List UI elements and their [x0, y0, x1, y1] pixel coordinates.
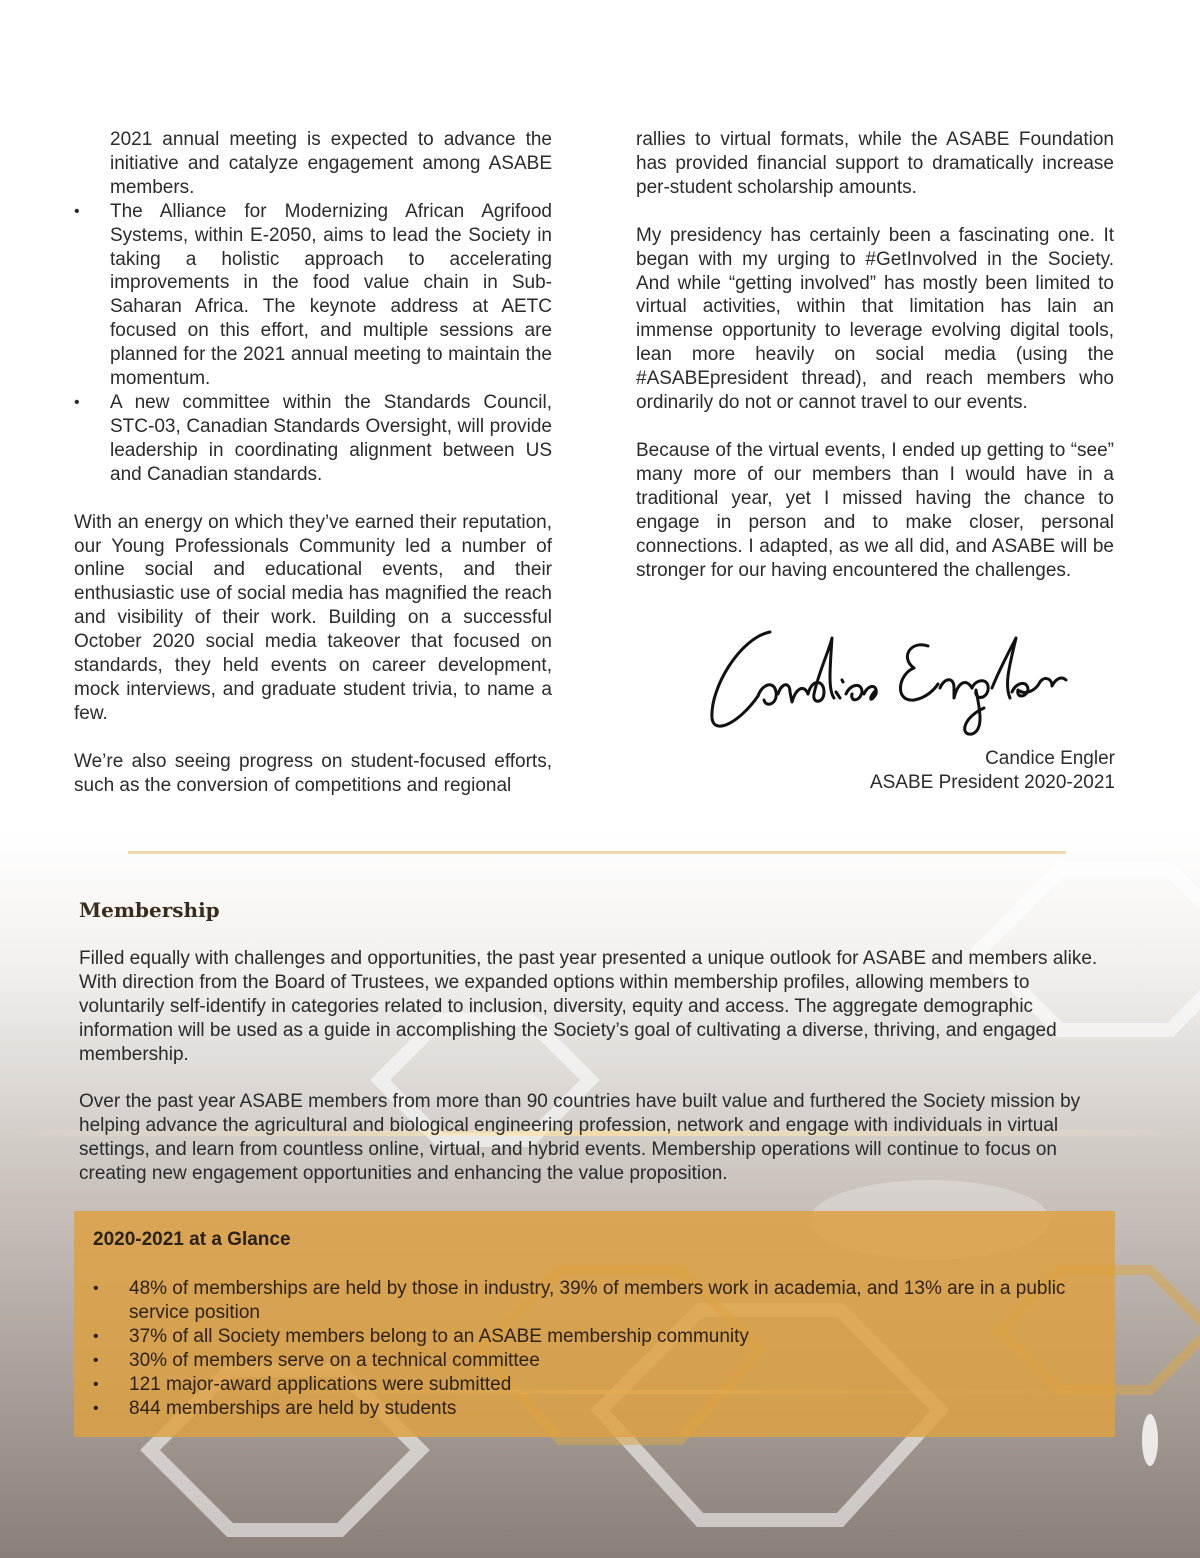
- signatory-name: Candice Engler: [985, 748, 1115, 769]
- signatory-title: ASABE President 2020-2021: [869, 772, 1115, 793]
- list-item: • 844 memberships are held by students: [93, 1397, 1103, 1421]
- right-text-column: [636, 128, 1114, 582]
- membership-heading: Membership: [79, 898, 220, 922]
- hexagon-background-art: [0, 830, 1200, 1558]
- presidency-paragraph: My presidency has certainly been a fascinating one. It began with my urging to #GetInvolved in the Society. And while “getting involved” has mostly been limited to virtual activities, within that limitation has lain an immense opportunity to leverage evolving digital tools, lean more heavily on social media (using the #ASABEpresident thread), and reach members who ordinarily do not or cannot travel to our events.: [636, 224, 1114, 414]
- list-item: • The Alliance for Modernizing African Agrifood Systems, within E-2050, aims to lead the Society in taking a holistic approach to accelerating improvements in the food value chain in Sub-Saharan Africa. The keynote address at AETC focused on this effort, and multiple sessions are planned for the 2021 annual meeting to maintain the momentum.: [74, 200, 552, 391]
- at-a-glance-list: [93, 1277, 1103, 1420]
- left-text-column: [74, 128, 552, 798]
- list-item: • A new committee within the Standards Council, STC-03, Canadian Standards Oversight, will provide leadership in coordinating alignment between US and Canadian standards.: [74, 391, 552, 487]
- at-a-glance-box: [74, 1211, 1115, 1437]
- right-continuation-text: rallies to virtual formats, while the ASABE Foundation has provided financial support to dramatically increase per-student scholarship amounts.: [636, 129, 1114, 198]
- section-divider: [128, 851, 1066, 854]
- list-item: • 37% of all Society members belong to an ASABE membership community: [93, 1325, 1103, 1349]
- student-efforts-paragraph: We’re also seeing progress on student-focused efforts, such as the conversion of competitions and regional: [74, 750, 552, 796]
- list-item: • 30% of members serve on a technical committee: [93, 1349, 1103, 1373]
- list-item: • 121 major-award applications were submitted: [93, 1373, 1103, 1397]
- at-a-glance-heading: 2020-2021 at a Glance: [93, 1229, 291, 1250]
- initiatives-list: [74, 200, 552, 487]
- young-professionals-paragraph: With an energy on which they’ve earned their reputation, our Young Professionals Community led a number of online social and educational events, and their enthusiastic use of social media has magnified the reach and visibility of their work. Building on a successful October 2020 social media takeover that focused on standards, they held events on career development, mock interviews, and graduate student trivia, to name a few.: [74, 511, 552, 724]
- list-item: • 48% of memberships are held by those in industry, 39% of members work in academia, and 13% are in a public service position: [93, 1277, 1103, 1325]
- left-continuation-text: 2021 annual meeting is expected to advance the initiative and catalyze engagement among ASABE members.: [110, 129, 552, 198]
- membership-paragraph-1: Filled equally with challenges and opportunities, the past year presented a unique outlook for ASABE and members alike. With direction from the Board of Trustees, we expanded options within membership profiles, allowing members to voluntarily self-identify in categories related to inclusion, diversity, equity and access. The aggregate demographic information will be used as a guide in accomplishing the Society’s goal of cultivating a diverse, thriving, and engaged membership.: [79, 948, 1098, 1065]
- signatory-block: [870, 747, 1115, 795]
- handwritten-signature: [700, 618, 1120, 738]
- membership-paragraph-2: Over the past year ASABE members from more than 90 countries have built value and furthered the Society mission by helping advance the agricultural and biological engineering profession, network and engage with individuals in virtual settings, and learn from countless online, virtual, and hybrid events. Membership operations will continue to focus on creating new engagement opportunities and enhancing the value proposition.: [79, 1091, 1081, 1184]
- virtual-events-paragraph: Because of the virtual events, I ended up getting to “see” many more of our members than I would have in a traditional year, yet I missed having the chance to engage in person and to make closer, personal connections. I adapted, as we all did, and ASABE will be stronger for our having encountered the challenges.: [636, 439, 1114, 581]
